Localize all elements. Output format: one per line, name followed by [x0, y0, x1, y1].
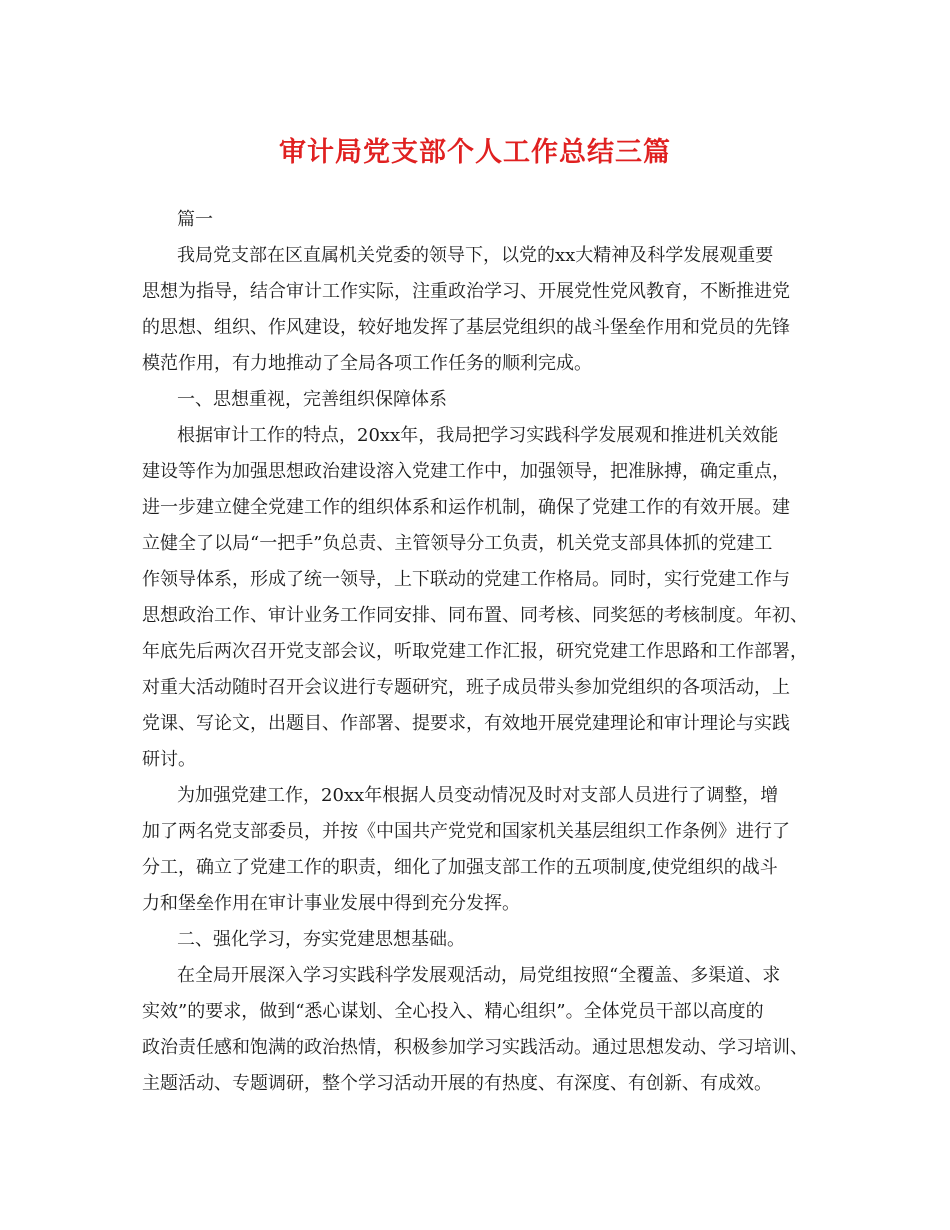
paragraph-line: 建设等作为加强思想政治建设溶入党建工作中，加强领导，把准脉搏，确定重点，: [142, 461, 790, 482]
paragraph-line: 研讨。: [142, 749, 196, 770]
paragraph-line: 作领导体系，形成了统一领导，上下联动的党建工作格局。同时，实行党建工作与: [142, 569, 790, 590]
paragraph-line: 思想为指导，结合审计工作实际，注重政治学习、开展党性党风教育，不断推进党: [142, 281, 790, 302]
paragraph-line: 党课、写论文，出题目、作部署、提要求，有效地开展党建理论和审计理论与实践: [142, 713, 790, 734]
paragraph-line: 主题活动、专题调研，整个学习活动开展的有热度、有深度、有创新、有成效。: [142, 1073, 772, 1094]
paragraph-line: 对重大活动随时召开会议进行专题研究，班子成员带头参加党组织的各项活动，上: [142, 677, 790, 698]
section-heading: 二、强化学习，夯实党建思想基础。: [177, 929, 465, 950]
paragraph-line: 模范作用，有力地推动了全局各项工作任务的顺利完成。: [142, 353, 592, 374]
paragraph-line: 加了两名党支部委员，并按《中国共产党党和国家机关基层组织工作条例》进行了: [142, 821, 790, 842]
paragraph-line: 立健全了以局“一把手”负总责、主管领导分工负责，机关党支部具体抓的党建工: [142, 533, 773, 554]
section-label: 篇一: [177, 209, 213, 230]
paragraph-line: 为加强党建工作，20xx年根据人员变动情况及时对支部人员进行了调整，增: [177, 785, 779, 806]
paragraph-line: 分工，确立了党建工作的职责，细化了加强支部工作的五项制度,使党组织的战斗: [142, 857, 778, 878]
paragraph-line: 年底先后两次召开党支部会议，听取党建工作汇报，研究党建工作思路和工作部署，: [142, 641, 808, 662]
paragraph-line: 在全局开展深入学习实践科学发展观活动，局党组按照“全覆盖、多渠道、求: [177, 965, 781, 986]
section-heading: 一、思想重视，完善组织保障体系: [177, 389, 447, 410]
paragraph-line: 实效”的要求，做到“悉心谋划、全心投入、精心组织”。全体党员干部以高度的: [142, 1001, 764, 1022]
document-title: 审计局党支部个人工作总结三篇: [279, 137, 671, 168]
paragraph-line: 我局党支部在区直属机关党委的领导下，以党的xx大精神及科学发展观重要: [177, 245, 774, 266]
paragraph-line: 的思想、组织、作风建设，较好地发挥了基层党组织的战斗堡垒作用和党员的先锋: [142, 317, 790, 338]
paragraph-line: 政治责任感和饱满的政治热情，积极参加学习实践活动。通过思想发动、学习培训、: [142, 1037, 808, 1058]
paragraph-line: 思想政治工作、审计业务工作同安排、同布置、同考核、同奖惩的考核制度。年初、: [142, 605, 808, 626]
paragraph-line: 力和堡垒作用在审计事业发展中得到充分发挥。: [142, 893, 520, 914]
paragraph-line: 根据审计工作的特点，20xx年，我局把学习实践科学发展观和推进机关效能: [177, 425, 779, 446]
paragraph-line: 进一步建立健全党建工作的组织体系和运作机制，确保了党建工作的有效开展。建: [142, 497, 790, 518]
